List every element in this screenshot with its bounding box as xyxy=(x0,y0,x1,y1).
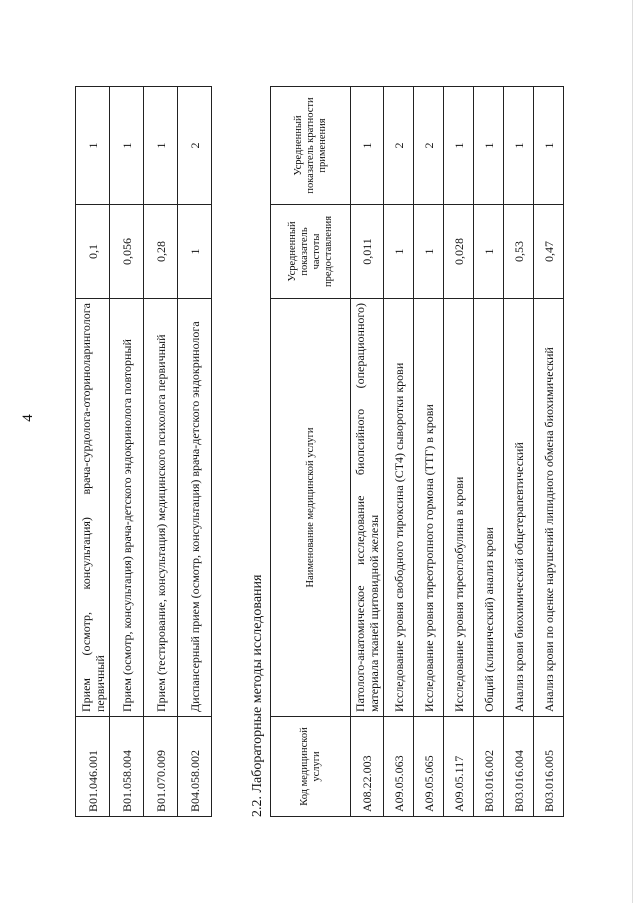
service-code: A09.05.117 xyxy=(444,717,474,817)
service-code: B01.058.004 xyxy=(110,717,144,817)
multiplicity-value: 2 xyxy=(414,87,444,205)
service-code: A09.05.065 xyxy=(414,717,444,817)
service-code: B01.046.001 xyxy=(76,717,110,817)
table-row xyxy=(534,87,564,817)
multiplicity-value: 2 xyxy=(384,87,414,205)
services-table-body xyxy=(76,87,212,817)
frequency-value: 1 xyxy=(414,205,444,299)
service-code: B04.058.002 xyxy=(178,717,212,817)
multiplicity-value: 1 xyxy=(76,87,110,205)
frequency-value: 1 xyxy=(474,205,504,299)
frequency-value: 0,28 xyxy=(144,205,178,299)
multiplicity-value: 1 xyxy=(504,87,534,205)
service-name: Прием (осмотр, консультация) врача-детского эндокринолога повторный xyxy=(110,299,144,717)
frequency-value: 0,028 xyxy=(444,205,474,299)
lab-table-body xyxy=(351,87,564,817)
service-name: Исследование уровня тиреоглобулина в крови xyxy=(444,299,474,717)
multiplicity-value: 2 xyxy=(178,87,212,205)
table-row xyxy=(504,87,534,817)
table-row xyxy=(384,87,414,817)
header-frequency: Усредненный показатель частоты предоставления xyxy=(271,205,351,299)
service-code: B03.016.002 xyxy=(474,717,504,817)
service-code: B01.070.009 xyxy=(144,717,178,817)
frequency-value: 0,47 xyxy=(534,205,564,299)
service-code: B03.016.005 xyxy=(534,717,564,817)
services-table-continued xyxy=(75,86,212,817)
multiplicity-value: 1 xyxy=(351,87,384,205)
service-name: Прием (тестирование, консультация) медицинского психолога первичный xyxy=(144,299,178,717)
frequency-value: 1 xyxy=(178,205,212,299)
section-title: 2.2. Лабораторные методы исследования xyxy=(250,574,265,817)
frequency-value: 0,53 xyxy=(504,205,534,299)
multiplicity-value: 1 xyxy=(534,87,564,205)
service-name: Диспансерный прием (осмотр, консультация) врача-детского эндокринолога xyxy=(178,299,212,717)
service-code: B03.016.004 xyxy=(504,717,534,817)
service-name: Исследование уровня тиреотропного гормона (ТТГ) в крови xyxy=(414,299,444,717)
service-code: A08.22.003 xyxy=(351,717,384,817)
lab-table-header xyxy=(271,87,351,817)
table-row xyxy=(444,87,474,817)
multiplicity-value: 1 xyxy=(474,87,504,205)
frequency-value: 0,056 xyxy=(110,205,144,299)
multiplicity-value: 1 xyxy=(444,87,474,205)
table-row xyxy=(178,87,212,817)
service-name: Анализ крови биохимический общетерапевтический xyxy=(504,299,534,717)
service-name: Патолого-анатомическое исследование биопсийного (операционного) материала тканей щитовидной железы xyxy=(351,299,384,717)
table-row xyxy=(144,87,178,817)
header-code: Код медицинской услуги xyxy=(271,717,351,817)
service-name: Исследование уровня свободного тироксина (СТ4) сыворотки крови xyxy=(384,299,414,717)
service-code: A09.05.063 xyxy=(384,717,414,817)
service-name: Общий (клинический) анализ крови xyxy=(474,299,504,717)
multiplicity-value: 1 xyxy=(110,87,144,205)
lab-methods-table xyxy=(270,86,564,817)
page-number: 4 xyxy=(20,414,36,422)
multiplicity-value: 1 xyxy=(144,87,178,205)
service-name: Прием (осмотр, консультация) врача-сурдолога-оториноларинголога первичный xyxy=(76,299,110,717)
frequency-value: 0,011 xyxy=(351,205,384,299)
service-name: Анализ крови по оценке нарушений липидного обмена биохимический xyxy=(534,299,564,717)
table-row xyxy=(110,87,144,817)
table-row xyxy=(76,87,110,817)
table-row xyxy=(351,87,384,817)
header-name: Наименование медицинской услуги xyxy=(271,299,351,717)
header-multiplicity: Усредненный показатель кратности применения xyxy=(271,87,351,205)
table-row xyxy=(474,87,504,817)
table-row xyxy=(414,87,444,817)
frequency-value: 1 xyxy=(384,205,414,299)
frequency-value: 0,1 xyxy=(76,205,110,299)
